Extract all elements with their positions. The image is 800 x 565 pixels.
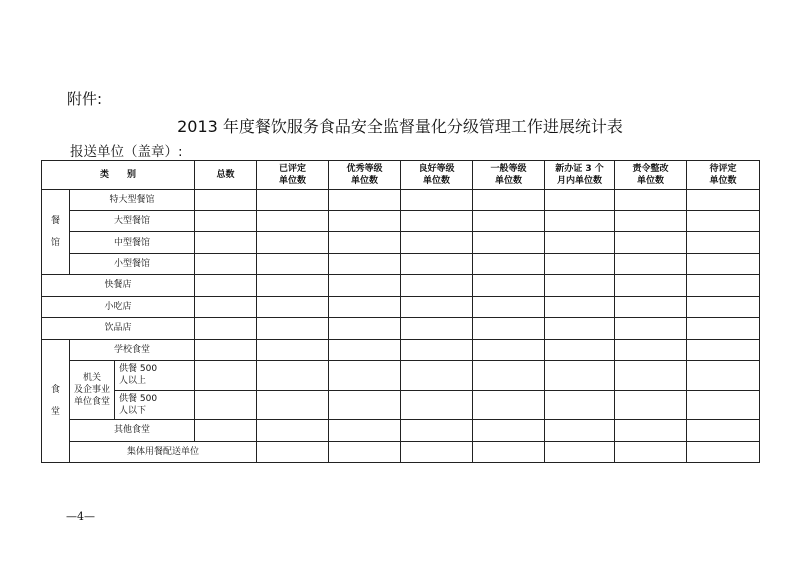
page-number: —4—: [66, 510, 95, 523]
statistics-table: [41, 160, 760, 463]
table-row: [42, 339, 760, 360]
table-row: [42, 232, 760, 253]
supply-under-500-label: 供餐 500 人以下: [115, 390, 195, 420]
table-row: [42, 318, 760, 339]
supply-over-500-label: 供餐 500 人以上: [115, 360, 195, 390]
row-label: 特大型餐馆: [70, 189, 195, 210]
header-general: 一般等级 单位数: [473, 161, 545, 190]
table-row: [42, 390, 760, 420]
row-label: 饮品店: [42, 318, 195, 339]
row-label: 小型餐馆: [70, 253, 195, 274]
header-rectify: 责令整改 单位数: [615, 161, 687, 190]
institution-canteen-label: 机关 及企事业 单位食堂: [70, 360, 115, 419]
header-new-licensed: 新办证 3 个 月内单位数: [545, 161, 615, 190]
header-rated: 已评定 单位数: [257, 161, 329, 190]
header-total: 总数: [195, 161, 257, 190]
attachment-label: 附件:: [67, 90, 103, 108]
row-label: 学校食堂: [70, 339, 195, 360]
restaurant-group-label: 餐 馆: [42, 189, 70, 275]
row-label: 大型餐馆: [70, 210, 195, 231]
table-row: [42, 253, 760, 274]
row-label: 集体用餐配送单位: [70, 441, 257, 462]
row-label: 小吃店: [42, 296, 195, 317]
header-excellent: 优秀等级 单位数: [329, 161, 401, 190]
canteen-group-label: 食 堂: [42, 339, 70, 462]
header-good: 良好等级 单位数: [401, 161, 473, 190]
table-row: [42, 420, 760, 441]
table-row: [42, 275, 760, 296]
table-row: [42, 189, 760, 210]
row-label: 其他食堂: [70, 420, 195, 441]
table-row: [42, 441, 760, 462]
header-pending: 待评定 单位数: [687, 161, 760, 190]
table-row: [42, 296, 760, 317]
header-category: 类 别: [42, 161, 195, 190]
table-row: [42, 210, 760, 231]
table-row: [42, 360, 760, 390]
document-title: 2013 年度餐饮服务食品安全监督量化分级管理工作进展统计表: [177, 117, 623, 136]
row-label: 中型餐馆: [70, 232, 195, 253]
reporting-unit-label: 报送单位（盖章）:: [70, 144, 183, 160]
row-label: 快餐店: [42, 275, 195, 296]
header-row: [42, 161, 760, 190]
